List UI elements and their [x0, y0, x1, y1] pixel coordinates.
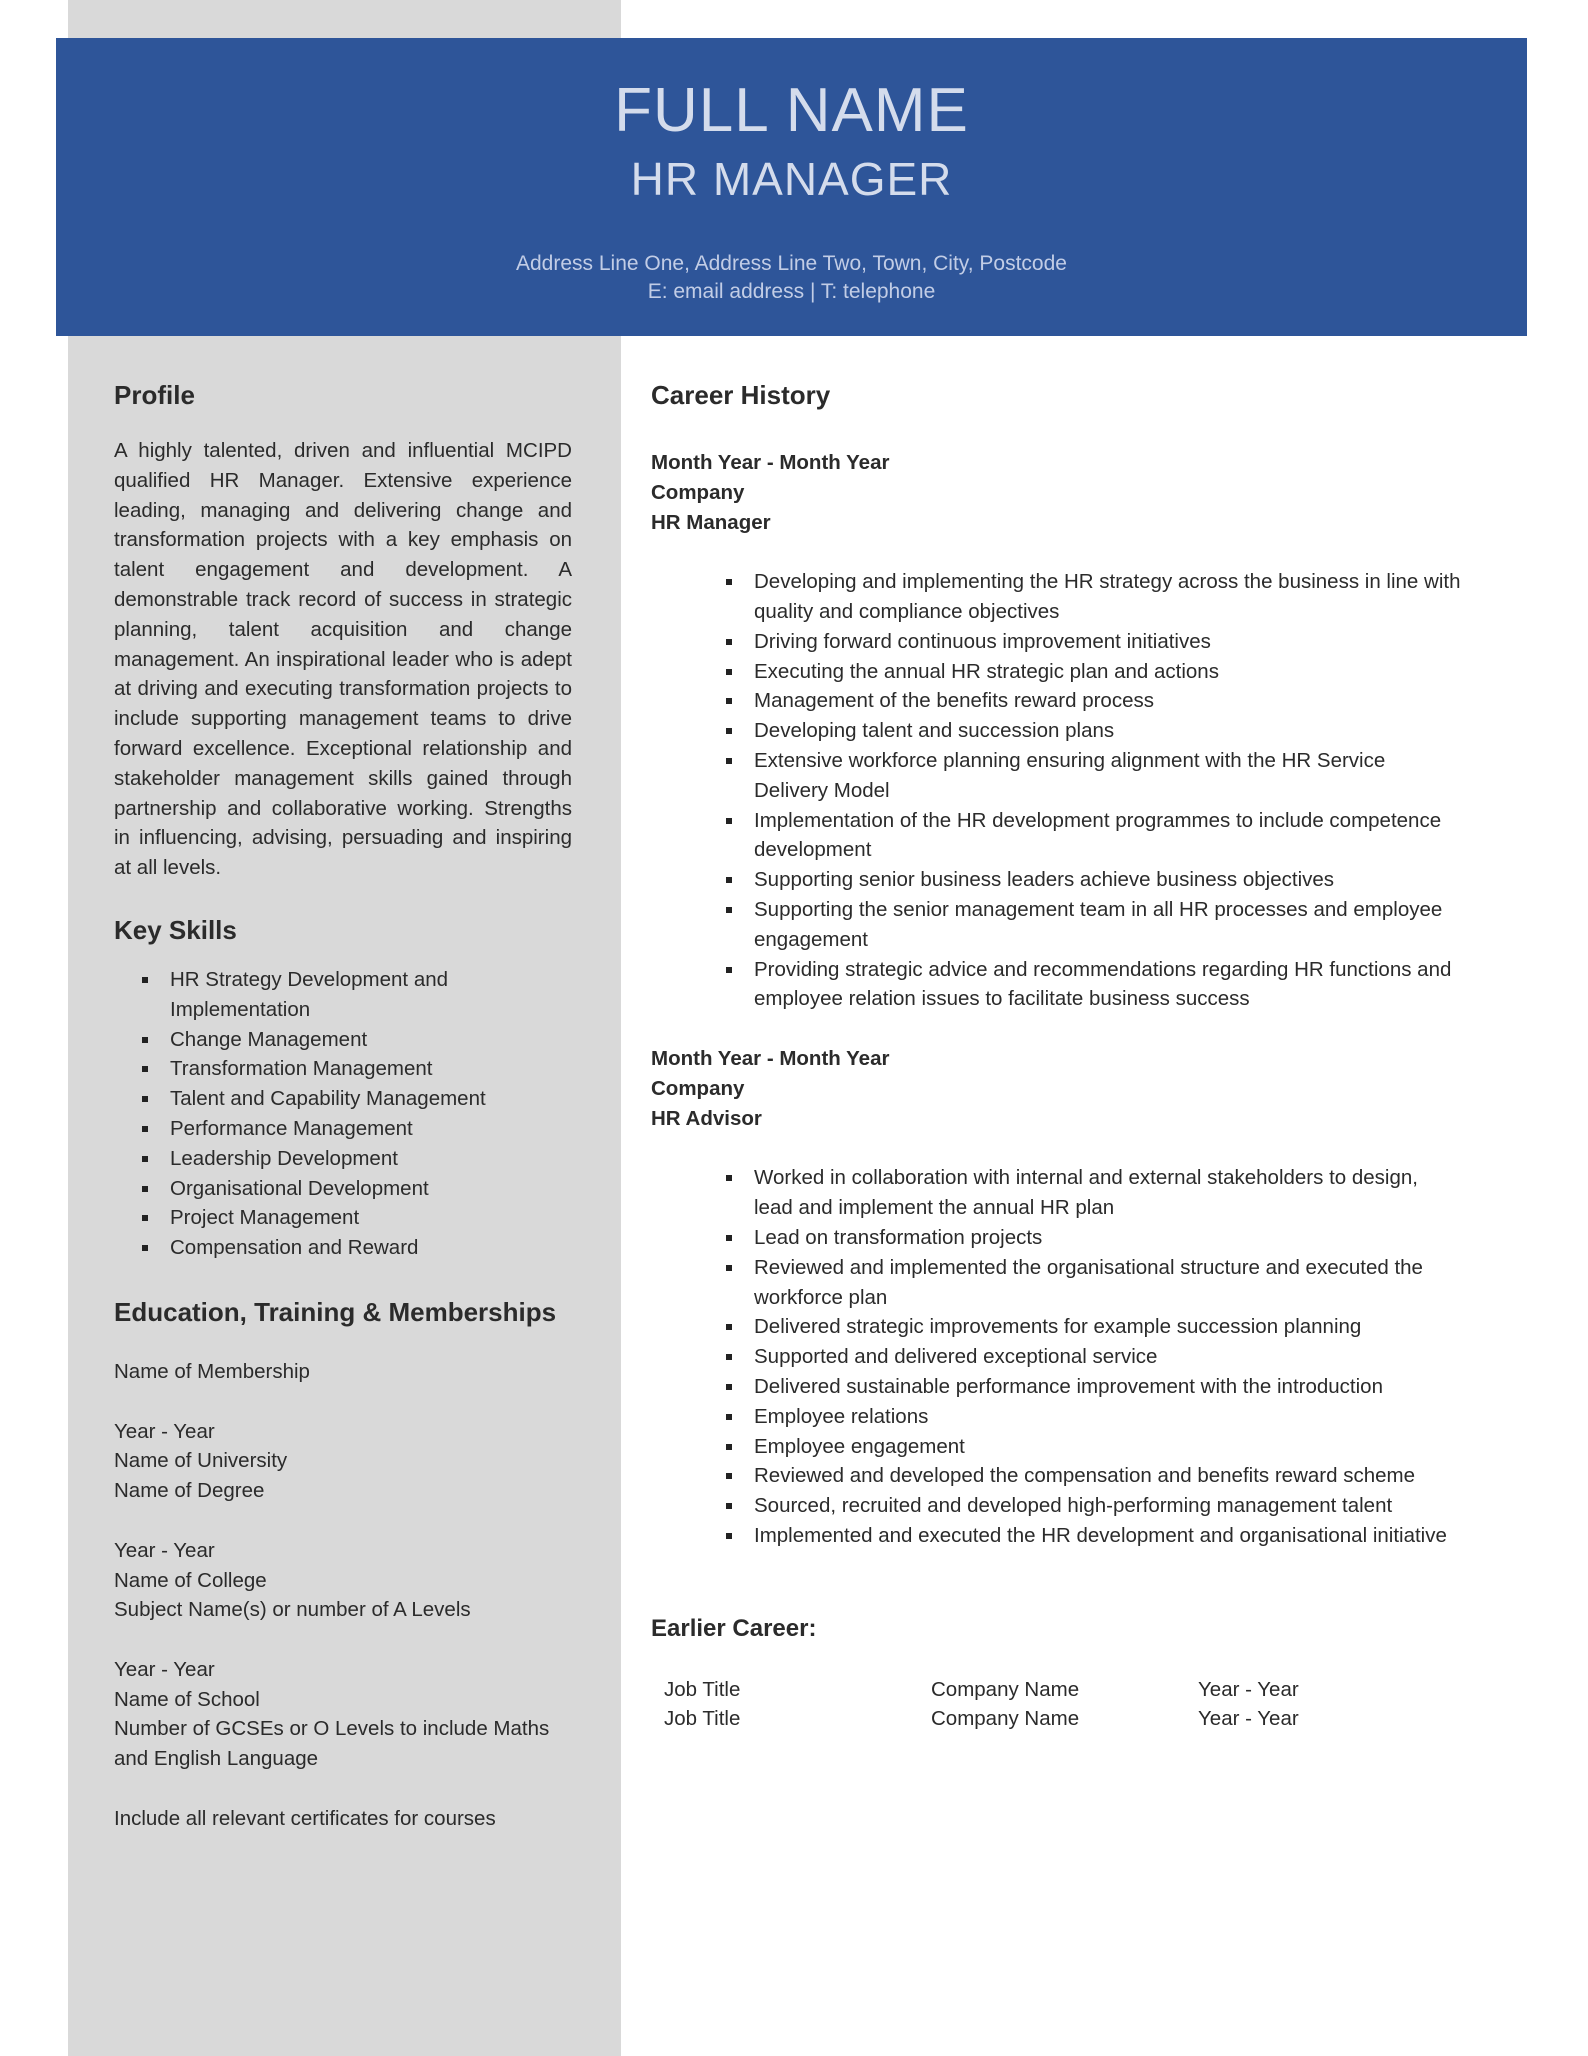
- education-heading: Education, Training & Memberships: [114, 1296, 557, 1327]
- full-name: FULL NAME: [614, 76, 969, 145]
- duties-list: [651, 567, 1461, 1014]
- university-name: Name of University: [114, 1449, 288, 1473]
- skill-item: Project Management: [170, 1203, 572, 1233]
- skill-item: Transformation Management: [170, 1054, 572, 1084]
- certificates-note: Include all relevant certificates for courses: [114, 1806, 496, 1830]
- earlier-company: Company Name: [931, 1677, 1080, 1701]
- college-years: Year - Year: [114, 1538, 215, 1562]
- duty-item: Reviewed and developed the compensation and benefits reward scheme: [754, 1461, 1461, 1491]
- skill-item: Performance Management: [170, 1114, 572, 1144]
- earlier-career-row: [664, 1704, 1461, 1734]
- skill-item: Compensation and Reward: [170, 1233, 572, 1263]
- earlier-career-table: [664, 1675, 1461, 1735]
- duty-item: Executing the annual HR strategic plan and actions: [754, 657, 1461, 687]
- duty-item: Developing and implementing the HR strategy across the business in line with quality and compliance objectives: [754, 567, 1461, 627]
- duty-item: Supporting the senior management team in all HR processes and employee engagement: [754, 895, 1461, 955]
- profile-heading: Profile: [114, 380, 195, 410]
- skill-item: HR Strategy Development and Implementation: [170, 965, 572, 1025]
- job-entry: [651, 1044, 1461, 1551]
- duties-list: [651, 1163, 1461, 1550]
- skill-item: Talent and Capability Management: [170, 1084, 572, 1114]
- earlier-career-heading: Earlier Career:: [651, 1614, 817, 1642]
- duty-item: Driving forward continuous improvement initiatives: [754, 627, 1461, 657]
- duty-item: Supporting senior business leaders achieve business objectives: [754, 865, 1461, 895]
- earlier-company: Company Name: [931, 1707, 1080, 1731]
- earlier-years: Year - Year: [1198, 1677, 1299, 1701]
- job-entry: [651, 448, 1461, 1014]
- degree-name: Name of Degree: [114, 1479, 265, 1503]
- university-years: Year - Year: [114, 1419, 215, 1443]
- duty-item: Worked in collaboration with internal and external stakeholders to design, lead and implement the annual HR plan: [754, 1163, 1461, 1223]
- duty-item: Implemented and executed the HR development and organisational initiative: [754, 1521, 1461, 1551]
- duty-item: Delivered strategic improvements for example succession planning: [754, 1312, 1461, 1342]
- skill-item: Change Management: [170, 1025, 572, 1055]
- duty-item: Developing talent and succession plans: [754, 716, 1461, 746]
- duty-item: Providing strategic advice and recommendations regarding HR functions and employee relation issues to facilitate business success: [754, 955, 1461, 1015]
- job-dates: Month Year - Month Year: [651, 1047, 890, 1071]
- membership-name: Name of Membership: [114, 1359, 310, 1383]
- education-section: [114, 1357, 572, 1834]
- career-heading: Career History: [651, 380, 831, 410]
- duty-item: Management of the benefits reward process: [754, 686, 1461, 716]
- header-banner: [56, 38, 1527, 336]
- job-title: HR Manager: [651, 510, 771, 534]
- job-company: Company: [651, 1076, 745, 1100]
- skills-heading: Key Skills: [114, 914, 237, 945]
- earlier-job-title: Job Title: [664, 1707, 741, 1731]
- duty-item: Employee relations: [754, 1402, 1461, 1432]
- duty-item: Reviewed and implemented the organisational structure and executed the workforce plan: [754, 1253, 1461, 1313]
- duty-item: Delivered sustainable performance improvement with the introduction: [754, 1372, 1461, 1402]
- job-dates: Month Year - Month Year: [651, 451, 890, 474]
- duty-item: Implementation of the HR development programmes to include competence development: [754, 806, 1461, 866]
- college-subjects: Subject Name(s) or number of A Levels: [114, 1598, 471, 1622]
- duty-item: Supported and delivered exceptional service: [754, 1342, 1461, 1372]
- school-name: Name of School: [114, 1687, 260, 1711]
- left-column: [114, 378, 572, 1863]
- earlier-job-title: Job Title: [664, 1677, 741, 1701]
- duty-item: Lead on transformation projects: [754, 1223, 1461, 1253]
- right-column: [651, 378, 1461, 1734]
- job-role: HR MANAGER: [630, 153, 953, 205]
- college-name: Name of College: [114, 1568, 267, 1592]
- duty-item: Sourced, recruited and developed high-performing management talent: [754, 1491, 1461, 1521]
- profile-text: A highly talented, driven and influential MCIPD qualified HR Manager. Extensive experience leading, managing and delivering change and transformation projects with a key emphasis on talent engagement and development. A demonstrable track record of success in strategic planning, talent acquisition and change management. An inspirational leader who is adept at driving and executing transformation projects to include supporting management teams to drive forward excellence. Exceptional relationship and stakeholder management skills gained through partnership and collaborative working. Strengths in influencing, advising, persuading and inspiring at all levels.: [114, 439, 572, 880]
- school-subjects: Number of GCSEs or O Levels to include Maths and English Language: [114, 1717, 550, 1771]
- duty-item: Extensive workforce planning ensuring alignment with the HR Service Delivery Model: [754, 746, 1461, 806]
- school-years: Year - Year: [114, 1657, 215, 1681]
- skills-list: [114, 965, 572, 1263]
- earlier-years: Year - Year: [1198, 1707, 1299, 1731]
- skill-item: Organisational Development: [170, 1174, 572, 1204]
- job-company: Company: [651, 480, 745, 504]
- contact-line: E: email address | T: telephone: [647, 280, 936, 303]
- skill-item: Leadership Development: [170, 1144, 572, 1174]
- earlier-career-row: [664, 1675, 1461, 1705]
- duty-item: Employee engagement: [754, 1432, 1461, 1462]
- job-title: HR Advisor: [651, 1106, 762, 1130]
- address-line: Address Line One, Address Line Two, Town, City, Postcode: [516, 252, 1067, 275]
